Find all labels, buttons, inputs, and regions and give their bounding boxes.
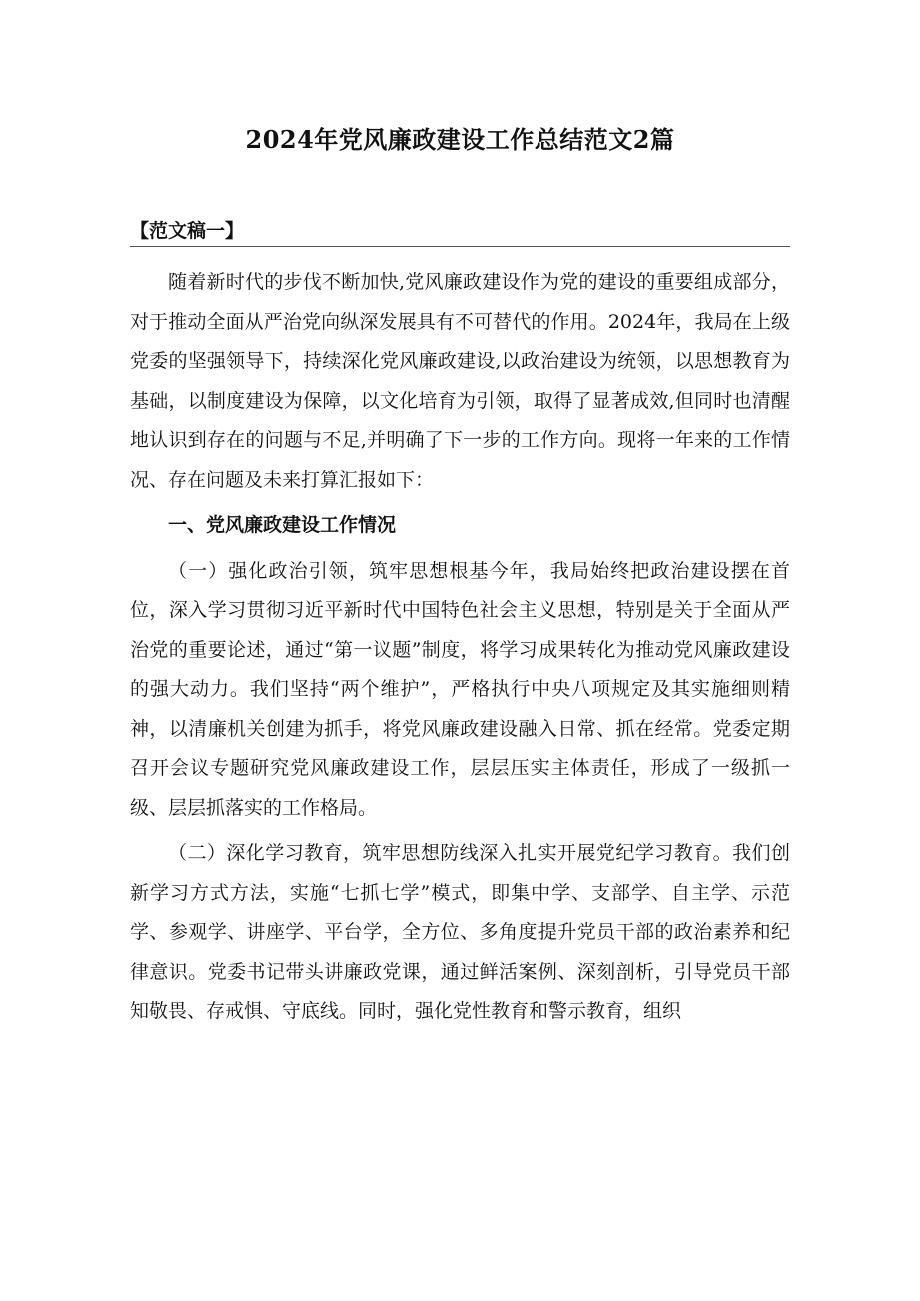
document-body [130,263,790,1032]
intro-paragraph: 随着新时代的步伐不断加快,党风廉政建设作为党的建设的重要组成部分，对于推动全面从严治党向纵深发展具有不可替代的作用。2024年，我局在上级党委的坚强领导下，持续深化党风廉政建设,以政治建设为统领，以思想教育为基础，以制度建设为保障，以文化培育为引领，取得了显著成效,但同时也清醒地认识到存在的问题与不足,并明确了下一步的工作方向。现将一年来的工作情况、存在问题及未来打算汇报如下： [130,271,790,491]
body-paragraph-1: （一）强化政治引领，筑牢思想根基今年，我局始终把政治建设摆在首位，深入学习贯彻习近平新时代中国特色社会主义思想，特别是关于全面从严治党的重要论述，通过“第一议题”制度，将学习成果转化为推动党风廉政建设的强大动力。我们坚持“两个维护”，严格执行中央八项规定及其实施细则精神，以清廉机关创建为抓手，将党风廉政建设融入日常、抓在经常。党委定期召开会议专题研究党风廉政建设工作，层层压实主体责任，形成了一级抓一级、层层抓落实的工作格局。 [130,559,790,819]
section-heading: 一、党风廉政建设工作情况 [168,514,397,536]
section-label: 【范文稿一】 [130,220,245,242]
body-paragraph-2: （二）深化学习教育，筑牢思想防线深入扎实开展党纪学习教育。我们创新学习方式方法，实施“七抓七学”模式，即集中学、支部学、自主学、示范学、参观学、讲座学、平台学，全方位、多角度提升党员干部的政治素养和纪律意识。党委书记带头讲廉政党课，通过鲜活案例、深刻剖析，引导党员干部知敬畏、存戒惧、守底线。同时，强化党性教育和警示教育，组织 [130,842,790,1022]
document-title: 2024年党风廉政建设工作总结范文2篇 [245,125,675,154]
section-divider [130,246,790,247]
